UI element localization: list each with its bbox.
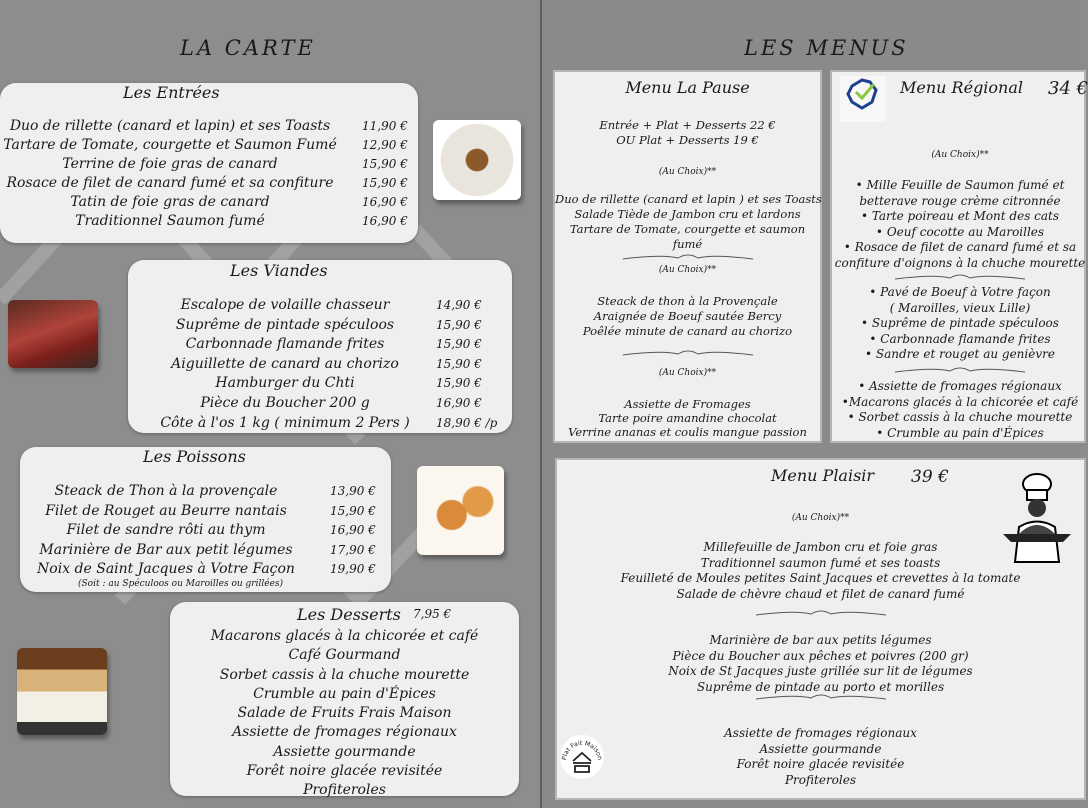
menu-regional bbox=[830, 70, 1086, 443]
la-carte-page bbox=[0, 0, 540, 808]
formula-text: Entrée + Plat + Desserts 22 € bbox=[599, 118, 776, 132]
menu-item-row bbox=[130, 356, 482, 372]
item-price: 16,90 € bbox=[362, 214, 408, 228]
entrees-section bbox=[0, 83, 418, 243]
item-price: 16,90 € bbox=[362, 195, 408, 209]
menu-line: Salade de Fruits Frais Maison bbox=[237, 705, 452, 722]
menu-line: Pièce du Boucher aux pêches et poivres (200 gr) bbox=[672, 648, 969, 663]
menu-line: Noix de St Jacques juste grillée sur lit de légumes bbox=[668, 664, 973, 679]
item-name: Marinière de Bar aux petit légumes bbox=[39, 541, 293, 558]
item-name: Duo de rillette (canard et lapin) et ses Toasts bbox=[9, 118, 331, 134]
menu-title: Menu La Pause bbox=[625, 78, 750, 97]
item-price: 12,90 € bbox=[362, 138, 408, 152]
menu-item-row bbox=[0, 194, 408, 210]
menu-line: Poêlée minute de canard au chorizo bbox=[582, 324, 793, 338]
menu-line: • Oeuf cocotte au Maroilles bbox=[875, 224, 1045, 239]
menu-item-row bbox=[130, 317, 482, 333]
item-name: Escalope de volaille chasseur bbox=[180, 297, 390, 313]
menu-line: Macarons glacés à la chicorée et café bbox=[210, 628, 479, 644]
menu-line: Crumble au pain d'Épices bbox=[253, 685, 436, 702]
menu-line: Assiette gourmande bbox=[759, 741, 882, 756]
menu-line: Assiette de Fromages bbox=[624, 397, 751, 411]
item-price: 16,90 € bbox=[436, 396, 482, 410]
item-price: 15,90 € bbox=[330, 503, 376, 518]
menu-item-row bbox=[6, 503, 376, 519]
item-name: Steack de Thon à la provençale bbox=[54, 483, 278, 499]
menu-formulas bbox=[555, 118, 820, 148]
scallops-photo bbox=[417, 466, 504, 555]
foie-gras-photo bbox=[433, 120, 521, 200]
item-price: 15,90 € bbox=[436, 356, 482, 371]
menu-line: • Carbonnade flamande frites bbox=[869, 331, 1051, 346]
item-name: Côte à l'os 1 kg ( minimum 2 Pers ) bbox=[160, 414, 410, 431]
item-name: Tatin de foie gras de canard bbox=[70, 194, 270, 210]
page-title: LES MENUS bbox=[744, 36, 909, 60]
item-price: 18,90 € /p bbox=[436, 415, 498, 430]
menu-line: • Sandre et rouget au genièvre bbox=[865, 347, 1055, 361]
menu-item-row bbox=[130, 336, 482, 352]
ornament bbox=[555, 252, 820, 264]
item-price: 19,90 € bbox=[330, 562, 376, 576]
menu-line: • Pavé de Boeuf à Votre façon bbox=[869, 285, 1051, 299]
menu-line: Feuilleté de Moules petites Saint Jacques et crevettes à la tomate bbox=[620, 571, 1021, 586]
item-name: Traditionnel Saumon fumé bbox=[75, 213, 265, 229]
menu-line: Duo de rillette (canard et lapin ) et ses Toasts bbox=[555, 192, 822, 206]
formula-text: OU Plat + Desserts 19 € bbox=[616, 133, 759, 147]
item-name: Filet de sandre rôti au thym bbox=[66, 522, 266, 538]
menu-line: Profiteroles bbox=[303, 782, 386, 799]
menu-item-row bbox=[0, 137, 408, 153]
menu-line: • Rosace de filet de canard fumé et sa bbox=[843, 240, 1077, 254]
section-title: Les Entrées bbox=[123, 83, 220, 102]
menu-line: Assiette gourmande bbox=[273, 743, 416, 760]
menu-item-row bbox=[6, 561, 376, 577]
item-price: 11,90 € bbox=[362, 119, 408, 133]
menu-title: Menu Régional bbox=[900, 78, 1024, 97]
item-name: Pièce du Boucher 200 g bbox=[200, 395, 370, 411]
menu-item-row bbox=[6, 522, 376, 538]
menu-line: Steack de thon à la Provençale bbox=[597, 294, 778, 308]
ornament bbox=[832, 365, 1088, 377]
menu-line: Salade Tiède de Jambon cru et lardons bbox=[574, 207, 801, 221]
ornament bbox=[832, 272, 1088, 284]
item-name: Hamburger du Chti bbox=[215, 375, 355, 392]
menu-line: • Mille Feuille de Saumon fumé et bbox=[855, 178, 1065, 192]
page-title: LA CARTE bbox=[180, 36, 316, 60]
ornament bbox=[557, 608, 1084, 620]
menu-line: Assiette de fromages régionaux bbox=[724, 726, 917, 740]
menu-la-pause bbox=[553, 70, 822, 443]
menu-line: Sorbet cassis à la chuche mourette bbox=[219, 666, 470, 683]
house-icon bbox=[573, 753, 591, 772]
menu-item-row bbox=[0, 156, 408, 172]
poissons-note: (Soit : au Spéculoos ou Maroilles ou grillées) bbox=[78, 579, 284, 589]
menu-item-row bbox=[130, 297, 482, 313]
menu-item-row bbox=[130, 375, 482, 391]
menu-item-row bbox=[6, 483, 376, 499]
menu-line: Millefeuille de Jambon cru et foie gras bbox=[703, 540, 938, 554]
menu-line: Profiteroles bbox=[784, 773, 857, 788]
choice-label: (Au Choix)** bbox=[658, 265, 717, 275]
menu-line: Tarte poire amandine chocolat bbox=[598, 411, 777, 425]
menu-item-row bbox=[0, 118, 408, 134]
badge-text-wrapper bbox=[561, 740, 603, 761]
menu-line: • Tarte poireau et Mont des cats bbox=[860, 209, 1060, 223]
menu-line: confiture d'oignons à la chuche mourette bbox=[834, 255, 1086, 270]
ornament bbox=[555, 348, 820, 360]
item-price: 15,90 € bbox=[436, 337, 482, 352]
menu-line: fumé bbox=[672, 237, 703, 251]
menu-line: Forêt noire glacée revisitée bbox=[246, 763, 443, 780]
ornament bbox=[557, 692, 1084, 704]
menu-item-row bbox=[0, 213, 408, 229]
poissons-section bbox=[20, 447, 391, 592]
choice-label: (Au Choix)** bbox=[658, 368, 717, 378]
item-price: 15,90 € bbox=[362, 176, 408, 190]
item-price: 13,90 € bbox=[330, 484, 376, 498]
menu-line: Forêt noire glacée revisitée bbox=[736, 757, 905, 772]
menu-line: Tartare de Tomate, courgette et saumon bbox=[569, 222, 806, 236]
choice-label: (Au Choix)** bbox=[791, 513, 850, 523]
section-title: Les Viandes bbox=[230, 261, 328, 280]
viandes-section bbox=[128, 260, 512, 433]
menu-item-row bbox=[0, 175, 408, 191]
les-menus-page bbox=[542, 0, 1088, 808]
desserts-section bbox=[170, 602, 519, 799]
menu-title: Menu Plaisir bbox=[771, 466, 875, 485]
item-price: 14,90 € bbox=[436, 298, 482, 312]
item-price: 16,90 € bbox=[330, 523, 376, 537]
section-title: Les Poissons bbox=[143, 447, 246, 466]
menu-item-row bbox=[130, 415, 497, 431]
menu-item-row bbox=[6, 542, 376, 558]
steak-photo bbox=[8, 300, 98, 368]
menu-line: Traditionnel saumon fumé et ses toasts bbox=[700, 555, 941, 570]
menu-line: •Macarons glacés à la chicorée et café bbox=[841, 394, 1079, 409]
item-name: Carbonnade flamande frites bbox=[185, 336, 385, 353]
section-title: Les Desserts bbox=[297, 605, 401, 624]
item-name: Noix de Saint Jacques à Votre Façon bbox=[37, 561, 295, 577]
item-name: Tartare de Tomate, courgette et Saumon Fumé bbox=[3, 137, 337, 153]
menu-line: • Suprême de pintade spéculoos bbox=[861, 316, 1059, 330]
region-hauts-de-france-logo bbox=[840, 76, 886, 122]
menu-line: Suprême de pintade au porto et morilles bbox=[696, 680, 945, 695]
menu-line: • Assiette de fromages régionaux bbox=[858, 379, 1062, 393]
menu-line: betterave rouge crème citronnée bbox=[859, 193, 1061, 208]
menu-line: Marinière de bar aux petits légumes bbox=[709, 633, 932, 647]
item-name: Filet de Rouget au Beurre nantais bbox=[45, 502, 287, 519]
item-name: Terrine de foie gras de canard bbox=[62, 156, 278, 172]
item-price: 15,90 € bbox=[436, 317, 482, 332]
menu-line: Araignée de Boeuf sautée Bercy bbox=[593, 309, 782, 323]
item-name: Rosace de filet de canard fumé et sa confiture bbox=[6, 175, 334, 191]
menu-line: • Sorbet cassis à la chuche mourette bbox=[847, 410, 1073, 424]
item-price: 15,90 € bbox=[436, 376, 482, 391]
menu-item-row bbox=[130, 395, 482, 411]
plat-fait-maison-badge bbox=[560, 735, 604, 779]
choice-label: (Au Choix)** bbox=[931, 150, 989, 160]
menu-line: Assiette de fromages régionaux bbox=[232, 724, 457, 741]
menu-plaisir bbox=[555, 458, 1086, 800]
item-name: Suprême de pintade spéculoos bbox=[175, 316, 395, 333]
menu-price: 34 € bbox=[1048, 78, 1088, 99]
menu-line: ( Maroilles, vieux Lille) bbox=[889, 300, 1031, 315]
choice-label: (Au Choix)** bbox=[658, 167, 717, 177]
menu-line: Verrine ananas et coulis mangue passion bbox=[568, 425, 807, 439]
dessert-verrines-photo bbox=[17, 648, 107, 735]
menu-line: • Crumble au pain d'Épices bbox=[876, 425, 1044, 440]
badge-text: Plat Fait Maison bbox=[560, 739, 604, 761]
menu-line: Café Gourmand bbox=[288, 647, 401, 664]
menu-price: 39 € bbox=[911, 467, 949, 487]
item-name: Aiguillette de canard au chorizo bbox=[171, 355, 399, 372]
menu-line: Salade de chèvre chaud et filet de canard fumé bbox=[676, 587, 965, 602]
desserts-price: 7,95 € bbox=[413, 607, 452, 621]
item-price: 17,90 € bbox=[330, 542, 376, 557]
item-price: 15,90 € bbox=[362, 157, 408, 171]
